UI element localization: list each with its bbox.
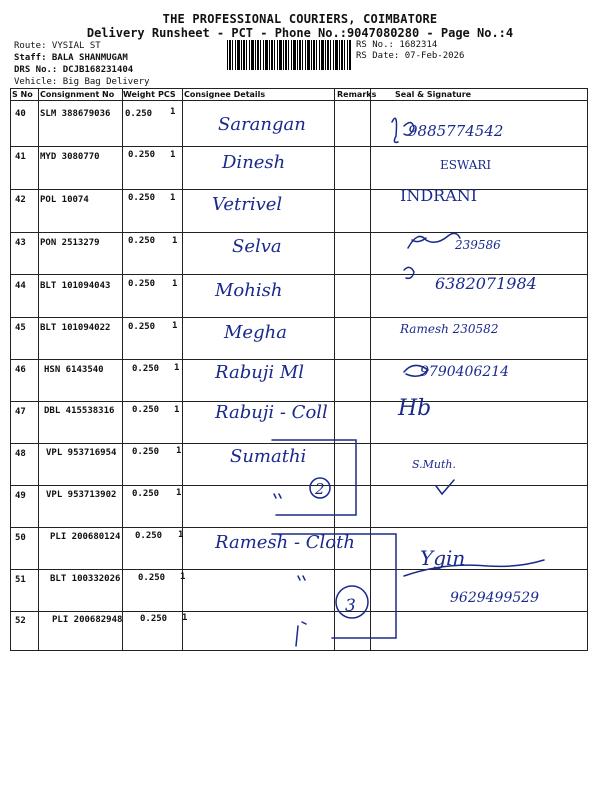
handwritten-signature: 9790406214 [420, 364, 510, 380]
handwritten-signature: Ramesh 230582 [400, 322, 499, 336]
row-sno: 51 [15, 575, 26, 585]
handwritten-signature: Ygin [420, 546, 466, 570]
row-weight: 0.250 [128, 193, 156, 203]
row-pcs: 1 [172, 279, 178, 289]
handwritten-signature: 6382071984 [435, 274, 537, 293]
drs-number: DRS No.: DCJB168231404 [14, 65, 134, 75]
row-consignment: VPL 953716954 [46, 448, 117, 458]
rs-number: RS No.: 1682314 [356, 40, 438, 50]
handwritten-consignee: Sumathi [230, 446, 307, 467]
row-pcs: 1 [170, 150, 176, 160]
row-weight: 0.250 [132, 364, 160, 374]
row-sno: 50 [15, 533, 26, 543]
row-consignment: BLT 100332026 [50, 574, 121, 584]
col-header-consignee: Consignee Details [184, 90, 266, 99]
row-pcs: 1 [176, 446, 182, 456]
row-consignment: BLT 101094043 [40, 281, 111, 291]
handwritten-consignee: Ramesh - Cloth [215, 532, 355, 553]
row-weight: 0.250 [132, 489, 160, 499]
row-weight: 0.250 [128, 279, 156, 289]
handwritten-signature: 239586 [455, 238, 501, 252]
row-pcs: 1 [172, 321, 178, 331]
row-consignment: PLI 200682948 [52, 615, 123, 625]
row-consignment: BLT 101094022 [40, 323, 111, 333]
row-weight: 0.250 [128, 322, 156, 332]
col-header-seal: Seal & Signature [395, 90, 472, 99]
route-label: Route: VYSIAL ST [14, 41, 101, 51]
row-sno: 49 [15, 491, 26, 501]
col-header-sno: S No [12, 90, 33, 99]
col-header-weight: Weight [123, 90, 155, 99]
handwritten-ditto-number: 2 [315, 480, 325, 498]
col-header-remarks: Remarks [337, 90, 377, 99]
row-weight: 0.250 [140, 614, 168, 624]
handwritten-consignee: Megha [224, 322, 287, 343]
row-pcs: 1 [170, 193, 176, 203]
handwritten-ditto-number: 3 [345, 596, 356, 616]
row-pcs: 1 [182, 613, 188, 623]
row-sno: 43 [15, 238, 26, 248]
vehicle-label: Vehicle: Big Bag Delivery [14, 77, 150, 87]
handwritten-signature: S.Muth. [412, 458, 456, 471]
row-sno: 48 [15, 449, 26, 459]
barcode [227, 40, 351, 70]
handwritten-consignee: Dinesh [222, 152, 286, 173]
row-pcs: 1 [176, 488, 182, 498]
row-sno: 41 [15, 152, 26, 162]
handwritten-signature: ESWARI [440, 158, 492, 172]
handwritten-signature: Hb [398, 396, 432, 421]
handwritten-consignee: Rabuji - Coll [215, 402, 328, 423]
row-sno: 40 [15, 109, 26, 119]
row-weight: 0.250 [125, 109, 153, 119]
handwritten-consignee: Sarangan [218, 114, 306, 135]
handwritten-signature: 9629499529 [450, 590, 540, 606]
row-pcs: 1 [172, 236, 178, 246]
row-pcs: 1 [174, 363, 180, 373]
row-consignment: HSN 6143540 [44, 365, 104, 375]
row-sno: 52 [15, 616, 26, 626]
rs-date: RS Date: 07-Feb-2026 [356, 51, 465, 61]
row-pcs: 1 [178, 530, 184, 540]
handwritten-signature: INDRANI [400, 186, 478, 205]
row-pcs: 1 [174, 405, 180, 415]
handwritten-consignee: Selva [232, 236, 282, 257]
col-header-consignment: Consignment No [40, 90, 115, 99]
row-weight: 0.250 [132, 447, 160, 457]
row-consignment: PLI 200680124 [50, 532, 121, 542]
handwritten-consignee: Vetrivel [212, 194, 283, 215]
row-consignment: VPL 953713902 [46, 490, 117, 500]
company-title: THE PROFESSIONAL COURIERS, COIMBATORE [162, 12, 438, 26]
row-weight: 0.250 [138, 573, 166, 583]
row-consignment: POL 10074 [40, 195, 89, 205]
row-pcs: 1 [170, 107, 176, 117]
row-weight: 0.250 [128, 150, 156, 160]
handwritten-consignee: Rabuji Ml [215, 362, 305, 383]
row-sno: 42 [15, 195, 26, 205]
row-consignment: SLM 388679036 [40, 109, 111, 119]
row-weight: 0.250 [128, 236, 156, 246]
row-sno: 45 [15, 323, 26, 333]
handwritten-consignee: Mohish [215, 280, 283, 301]
row-sno: 44 [15, 281, 26, 291]
handwritten-signature: 9885774542 [408, 122, 504, 140]
row-pcs: 1 [180, 572, 186, 582]
row-weight: 0.250 [135, 531, 163, 541]
staff-label: Staff: BALA SHANMUGAM [14, 53, 128, 63]
row-consignment: MYD 3080770 [40, 152, 100, 162]
row-sno: 46 [15, 365, 26, 375]
row-consignment: PON 2513279 [40, 238, 100, 248]
row-weight: 0.250 [132, 405, 160, 415]
row-consignment: DBL 415538316 [44, 406, 115, 416]
runsheet-subtitle: Delivery Runsheet - PCT - Phone No.:9047080280 - Page No.:4 [86, 26, 514, 40]
row-sno: 47 [15, 407, 26, 417]
col-header-pcs: PCS [158, 90, 176, 99]
